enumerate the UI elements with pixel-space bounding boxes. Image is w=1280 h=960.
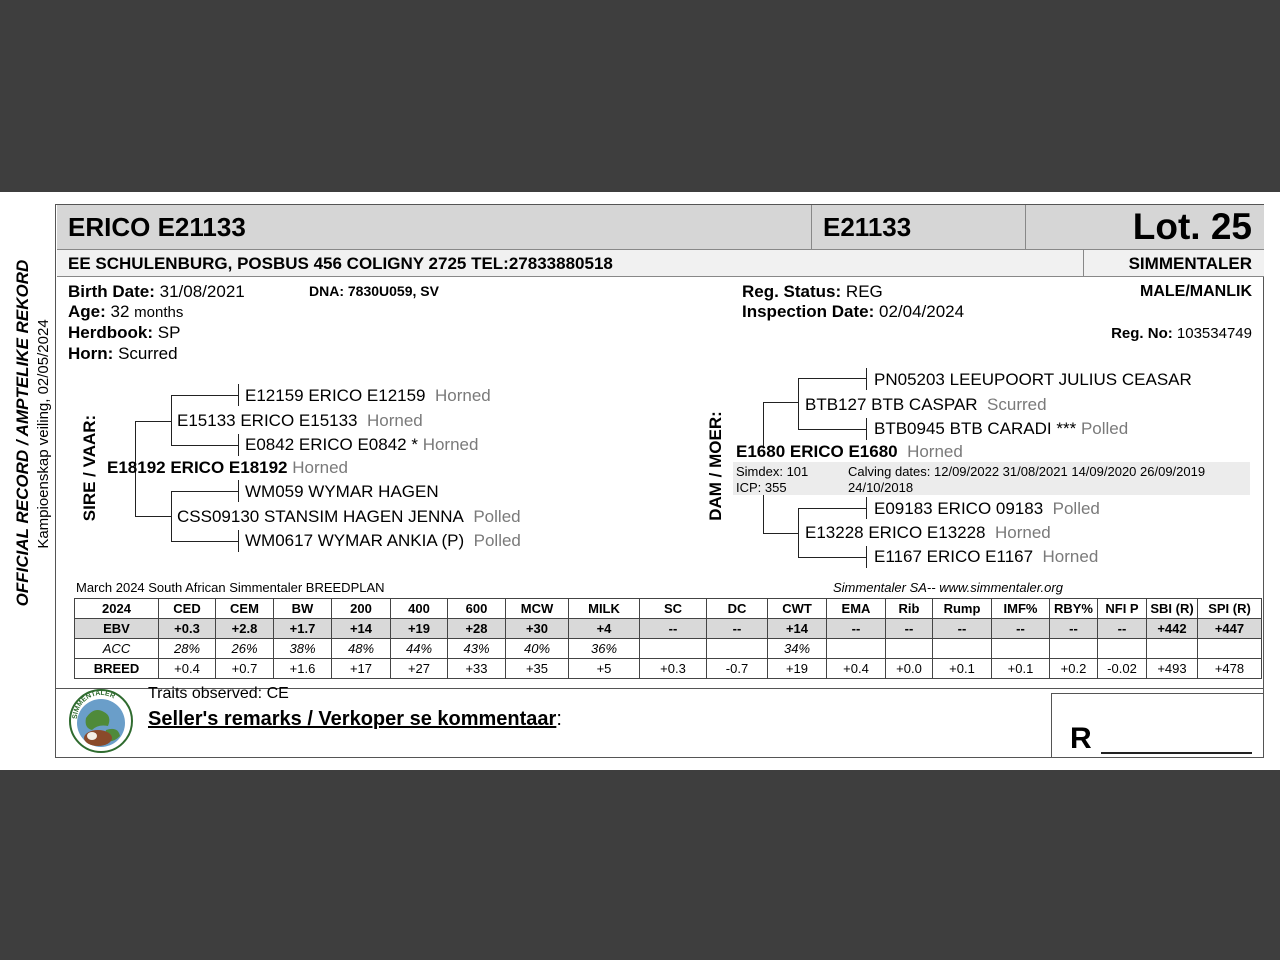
price-field[interactable] [1101, 752, 1252, 754]
ebv-cell: +447 [1198, 619, 1262, 639]
acc-cell: 48% [332, 639, 391, 659]
breedplan-website: Simmentaler SA-- www.simmentaler.org [833, 580, 1063, 595]
acc-cell [886, 639, 933, 659]
ebv-row [75, 619, 1262, 639]
breed-cell: +0.3 [640, 659, 707, 679]
ebv-cell: +0.3 [159, 619, 216, 639]
birth-date: Birth Date: 31/08/2021 [68, 282, 245, 301]
breed-avg-row [75, 659, 1262, 679]
acc-cell: 40% [506, 639, 569, 659]
herdbook: Herdbook: SP [68, 323, 181, 342]
ebv-cell: +14 [768, 619, 827, 639]
breed-cell: BREED [75, 659, 159, 679]
breed-cell: +35 [506, 659, 569, 679]
ebv-header-cell: IMF% [992, 599, 1050, 619]
sire-dam: CSS09130 STANSIM HAGEN JENNA Polled [177, 507, 521, 526]
dam-label: DAM / MOER: [706, 411, 725, 521]
ebv-cell: +14 [332, 619, 391, 639]
sire-main: E18192 ERICO E18192 Horned [107, 458, 349, 477]
acc-cell [1098, 639, 1147, 659]
animal-id: E21133 [823, 212, 912, 242]
simmentaler-logo [68, 688, 134, 754]
acc-cell: 43% [448, 639, 506, 659]
ebv-header-cell: NFI P [1098, 599, 1147, 619]
dam-dam: E13228 ERICO E13228 Horned [805, 523, 1051, 542]
breed-cell: +0.4 [159, 659, 216, 679]
ebv-table [74, 598, 1262, 679]
ebv-cell: -- [933, 619, 992, 639]
price-prefix: R [1070, 722, 1092, 755]
ebv-cell: -- [707, 619, 768, 639]
dam-main: E1680 ERICO E1680 Horned [736, 442, 963, 461]
animal-name: ERICO E21133 [68, 212, 246, 242]
simdex: Simdex: 101 [736, 464, 809, 479]
ebv-header-cell: BW [274, 599, 332, 619]
breed-cell: +478 [1198, 659, 1262, 679]
ebv-header-cell: EMA [827, 599, 886, 619]
sire-label: SIRE / VAAR: [80, 414, 99, 522]
icp: ICP: 355 [736, 480, 787, 495]
seller-address: EE SCHULENBURG, POSBUS 456 COLIGNY 2725 TEL:27833880518 [68, 254, 613, 273]
dam-sire-dam: BTB0945 BTB CARADI *** Polled [874, 419, 1129, 438]
breed-cell: +493 [1147, 659, 1198, 679]
breed-cell: +0.1 [933, 659, 992, 679]
breed-cell: -0.02 [1098, 659, 1147, 679]
ebv-cell: -- [640, 619, 707, 639]
breed-cell: +0.2 [1050, 659, 1098, 679]
ebv-cell: -- [992, 619, 1050, 639]
acc-cell [707, 639, 768, 659]
breed-cell: +19 [768, 659, 827, 679]
breed-cell: +27 [391, 659, 448, 679]
svg-text:SIMMENTALER: SIMMENTALER [71, 689, 117, 720]
breed-cell: +0.0 [886, 659, 933, 679]
reg-number: Reg. No: 103534749 [1111, 325, 1252, 342]
breed-cell: +5 [569, 659, 640, 679]
ebv-header-cell: CEM [216, 599, 274, 619]
acc-cell [640, 639, 707, 659]
official-record-label: OFFICIAL RECORD / AMPTELIKE REKORD [13, 259, 32, 607]
acc-cell: 44% [391, 639, 448, 659]
dam-sire-sire: PN05203 LEEUPOORT JULIUS CEASAR [874, 370, 1192, 389]
ebv-header-cell: RBY% [1050, 599, 1098, 619]
sex: MALE/MANLIK [1140, 283, 1252, 300]
ebv-cell: +4 [569, 619, 640, 639]
acc-cell [933, 639, 992, 659]
auction-date-label: Kampioenskap veiling, 02/05/2024 [35, 319, 52, 549]
ebv-header-cell: 600 [448, 599, 506, 619]
ebv-header-cell: SC [640, 599, 707, 619]
breed-cell: -0.7 [707, 659, 768, 679]
sire-sire-sire: E12159 ERICO E12159 Horned [245, 386, 491, 405]
lot-number: Lot. 25 [1132, 206, 1252, 247]
horn-status: Horn: Scurred [68, 344, 178, 363]
ebv-cell: EBV [75, 619, 159, 639]
breedplan-source: March 2024 South African Simmentaler BREEDPLAN [76, 580, 385, 595]
ebv-header-row [75, 599, 1262, 619]
calving-dates: Calving dates: 12/09/2022 31/08/2021 14/09/2020 26/09/2019 [848, 464, 1206, 479]
ebv-header-cell: MILK [569, 599, 640, 619]
dam-dam-sire: E09183 ERICO 09183 Polled [874, 499, 1100, 518]
ebv-cell: -- [1050, 619, 1098, 639]
acc-cell [1147, 639, 1198, 659]
dam-sire: BTB127 BTB CASPAR Scurred [805, 395, 1047, 414]
sire-sire: E15133 ERICO E15133 Horned [177, 411, 423, 430]
ebv-header-cell: 400 [391, 599, 448, 619]
traits-observed: Traits observed: CE [148, 685, 289, 702]
breed-cell: +0.1 [992, 659, 1050, 679]
ebv-header-cell: DC [707, 599, 768, 619]
acc-cell: 28% [159, 639, 216, 659]
acc-cell: 34% [768, 639, 827, 659]
ebv-cell: +442 [1147, 619, 1198, 639]
ebv-header-cell: 200 [332, 599, 391, 619]
acc-cell: 36% [569, 639, 640, 659]
ebv-cell: +19 [391, 619, 448, 639]
age: Age: 32 months [68, 302, 184, 321]
breed-name: SIMMENTALER [1128, 254, 1252, 273]
ebv-header-cell: Rib [886, 599, 933, 619]
dam-dam-dam: E1167 ERICO E1167 Horned [874, 547, 1099, 566]
sire-sire-dam: E0842 ERICO E0842 * Horned [245, 435, 479, 454]
ebv-header-cell: SBI (R) [1147, 599, 1198, 619]
sire-dam-sire: WM059 WYMAR HAGEN [245, 482, 439, 501]
ebv-header-cell: 2024 [75, 599, 159, 619]
acc-cell [827, 639, 886, 659]
acc-cell: ACC [75, 639, 159, 659]
breed-cell: +17 [332, 659, 391, 679]
acc-cell [1050, 639, 1098, 659]
ebv-header-cell: CWT [768, 599, 827, 619]
breed-cell: +1.6 [274, 659, 332, 679]
acc-cell [1198, 639, 1262, 659]
ebv-header-cell: CED [159, 599, 216, 619]
acc-cell: 26% [216, 639, 274, 659]
ebv-cell: +1.7 [274, 619, 332, 639]
acc-cell [992, 639, 1050, 659]
sellers-remarks: Seller's remarks / Verkoper se kommentaar: [148, 708, 562, 730]
ebv-cell: +28 [448, 619, 506, 639]
breed-cell: +0.7 [216, 659, 274, 679]
ebv-cell: +30 [506, 619, 569, 639]
breed-cell: +0.4 [827, 659, 886, 679]
ebv-header-cell: Rump [933, 599, 992, 619]
calving-dates-cont: 24/10/2018 [848, 480, 914, 495]
ebv-header-cell: SPI (R) [1198, 599, 1262, 619]
inspection-date: Inspection Date: 02/04/2024 [742, 302, 965, 321]
sire-dam-dam: WM0617 WYMAR ANKIA (P) Polled [245, 531, 521, 550]
ebv-cell: -- [1098, 619, 1147, 639]
ebv-header-cell: MCW [506, 599, 569, 619]
breed-cell: +33 [448, 659, 506, 679]
lot-sheet [0, 192, 1280, 770]
dna-info: DNA: 7830U059, SV [309, 283, 439, 299]
ebv-cell: -- [827, 619, 886, 639]
acc-row [75, 639, 1262, 659]
acc-cell: 38% [274, 639, 332, 659]
ebv-cell: -- [886, 619, 933, 639]
reg-status: Reg. Status: REG [742, 282, 883, 301]
ebv-cell: +2.8 [216, 619, 274, 639]
